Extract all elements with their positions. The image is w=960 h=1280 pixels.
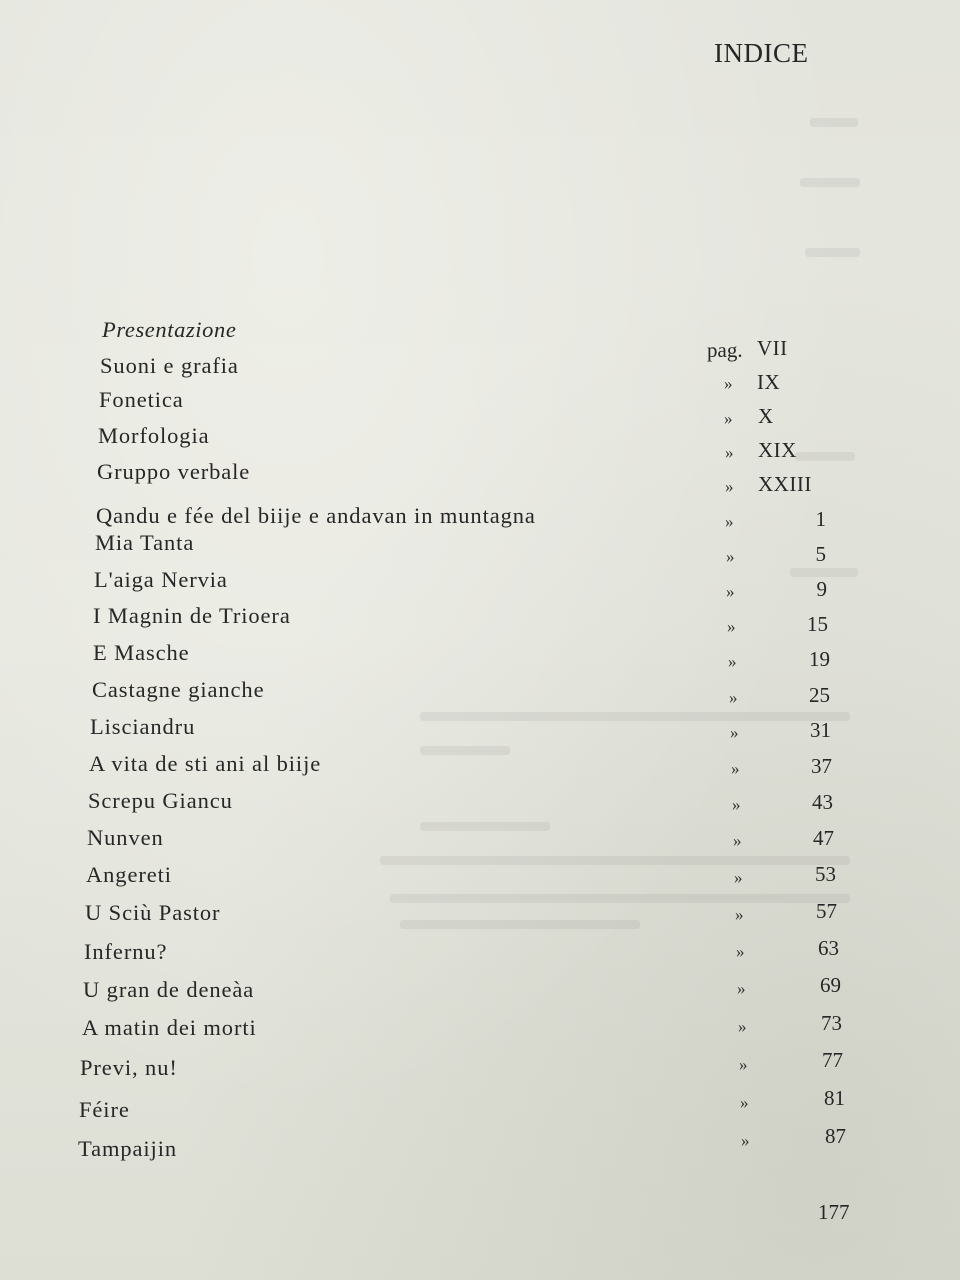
ditto-marker: » (741, 1131, 750, 1150)
toc-entry-title: Angereti (86, 862, 172, 887)
toc-entry-page: 81 (824, 1086, 845, 1110)
toc-entry-title: Fonetica (99, 387, 184, 412)
ditto-marker: » (725, 512, 734, 531)
ditto-marker: » (726, 582, 735, 601)
show-through (420, 822, 550, 831)
page-number: 177 (818, 1200, 850, 1224)
pag-label: pag. (707, 338, 743, 362)
ditto-marker: » (725, 443, 734, 462)
toc-entry-page: 77 (822, 1048, 843, 1072)
show-through (420, 712, 850, 721)
ditto-marker: » (738, 1017, 747, 1036)
show-through (800, 178, 860, 187)
toc-entry-page: XIX (758, 438, 797, 462)
ditto-marker: » (725, 477, 734, 496)
toc-entry-title: Qandu e fée del biije e andavan in muntagna (96, 503, 536, 528)
show-through (790, 568, 858, 577)
show-through (400, 920, 640, 929)
ditto-marker: » (726, 547, 735, 566)
toc-entry-page: 43 (812, 790, 833, 814)
toc-entry-title: A vita de sti ani al biije (89, 751, 322, 776)
toc-entry-title: L'aiga Nervia (94, 567, 228, 592)
toc-entry-title: Screpu Giancu (88, 788, 233, 813)
toc-entry-page: 9 (816, 577, 827, 601)
ditto-marker: » (739, 1055, 748, 1074)
toc-entry-title: Morfologia (98, 423, 210, 448)
toc-entry-title: Tampaijin (78, 1136, 178, 1161)
ditto-marker: » (736, 942, 745, 961)
toc-entry-title: Suoni e grafia (100, 353, 239, 378)
toc-entry-title: Infernu? (84, 939, 168, 964)
toc-entry-page: 25 (809, 683, 830, 707)
toc-entry-title: Nunven (87, 825, 164, 850)
toc-entry-title: Castagne gianche (92, 677, 265, 702)
toc-entry-page: 73 (821, 1011, 842, 1035)
ditto-marker: » (729, 688, 738, 707)
show-through (810, 118, 858, 127)
ditto-marker: » (733, 831, 742, 850)
toc-entry-title: Mia Tanta (95, 530, 195, 555)
ditto-marker: » (724, 374, 733, 393)
ditto-marker: » (732, 795, 741, 814)
ditto-marker: » (737, 979, 746, 998)
ditto-marker: » (740, 1093, 749, 1112)
toc-entry-page: XXIII (758, 472, 812, 496)
toc-entry-page: VII (757, 336, 788, 360)
toc-entry-title: E Masche (93, 640, 190, 665)
toc-entry-title: U gran de deneàa (83, 977, 255, 1002)
show-through (390, 894, 850, 903)
toc-entry-title: I Magnin de Trioera (93, 603, 291, 628)
toc-entry-title: A matin dei morti (82, 1015, 257, 1040)
toc-entry-title: Féire (79, 1097, 130, 1122)
ditto-marker: » (734, 868, 743, 887)
toc-entry-page: X (758, 404, 774, 428)
ditto-marker: » (728, 652, 737, 671)
toc-entry-page: 69 (820, 973, 841, 997)
toc-entry-page: 87 (825, 1124, 846, 1148)
index-heading: INDICE (714, 38, 809, 68)
toc-entry-title: Gruppo verbale (97, 459, 251, 484)
ditto-marker: » (724, 409, 733, 428)
toc-entry-title: U Sciù Pastor (85, 900, 221, 925)
toc-entry-page: 5 (815, 542, 826, 566)
toc-entry-page: 19 (809, 647, 830, 671)
ditto-marker: » (730, 723, 739, 742)
show-through (420, 746, 510, 755)
toc-entry-page: 31 (810, 718, 831, 742)
toc-entry-page: 1 (815, 507, 826, 531)
show-through (795, 452, 855, 461)
ditto-marker: » (727, 617, 736, 636)
toc-entry-title: Presentazione (102, 317, 237, 342)
toc-entry-page: IX (757, 370, 781, 394)
toc-entry-page: 57 (816, 899, 837, 923)
toc-entry-page: 37 (811, 754, 832, 778)
toc-entry-title: Previ, nu! (80, 1055, 178, 1080)
toc-entry-page: 15 (807, 612, 828, 636)
show-through (805, 248, 860, 257)
toc-entry-title: Lisciandru (90, 714, 196, 739)
toc-entry-page: 53 (815, 862, 836, 886)
ditto-marker: » (731, 759, 740, 778)
show-through (380, 856, 850, 865)
toc-entry-page: 63 (818, 936, 839, 960)
toc-entry-page: 47 (813, 826, 834, 850)
ditto-marker: » (735, 905, 744, 924)
